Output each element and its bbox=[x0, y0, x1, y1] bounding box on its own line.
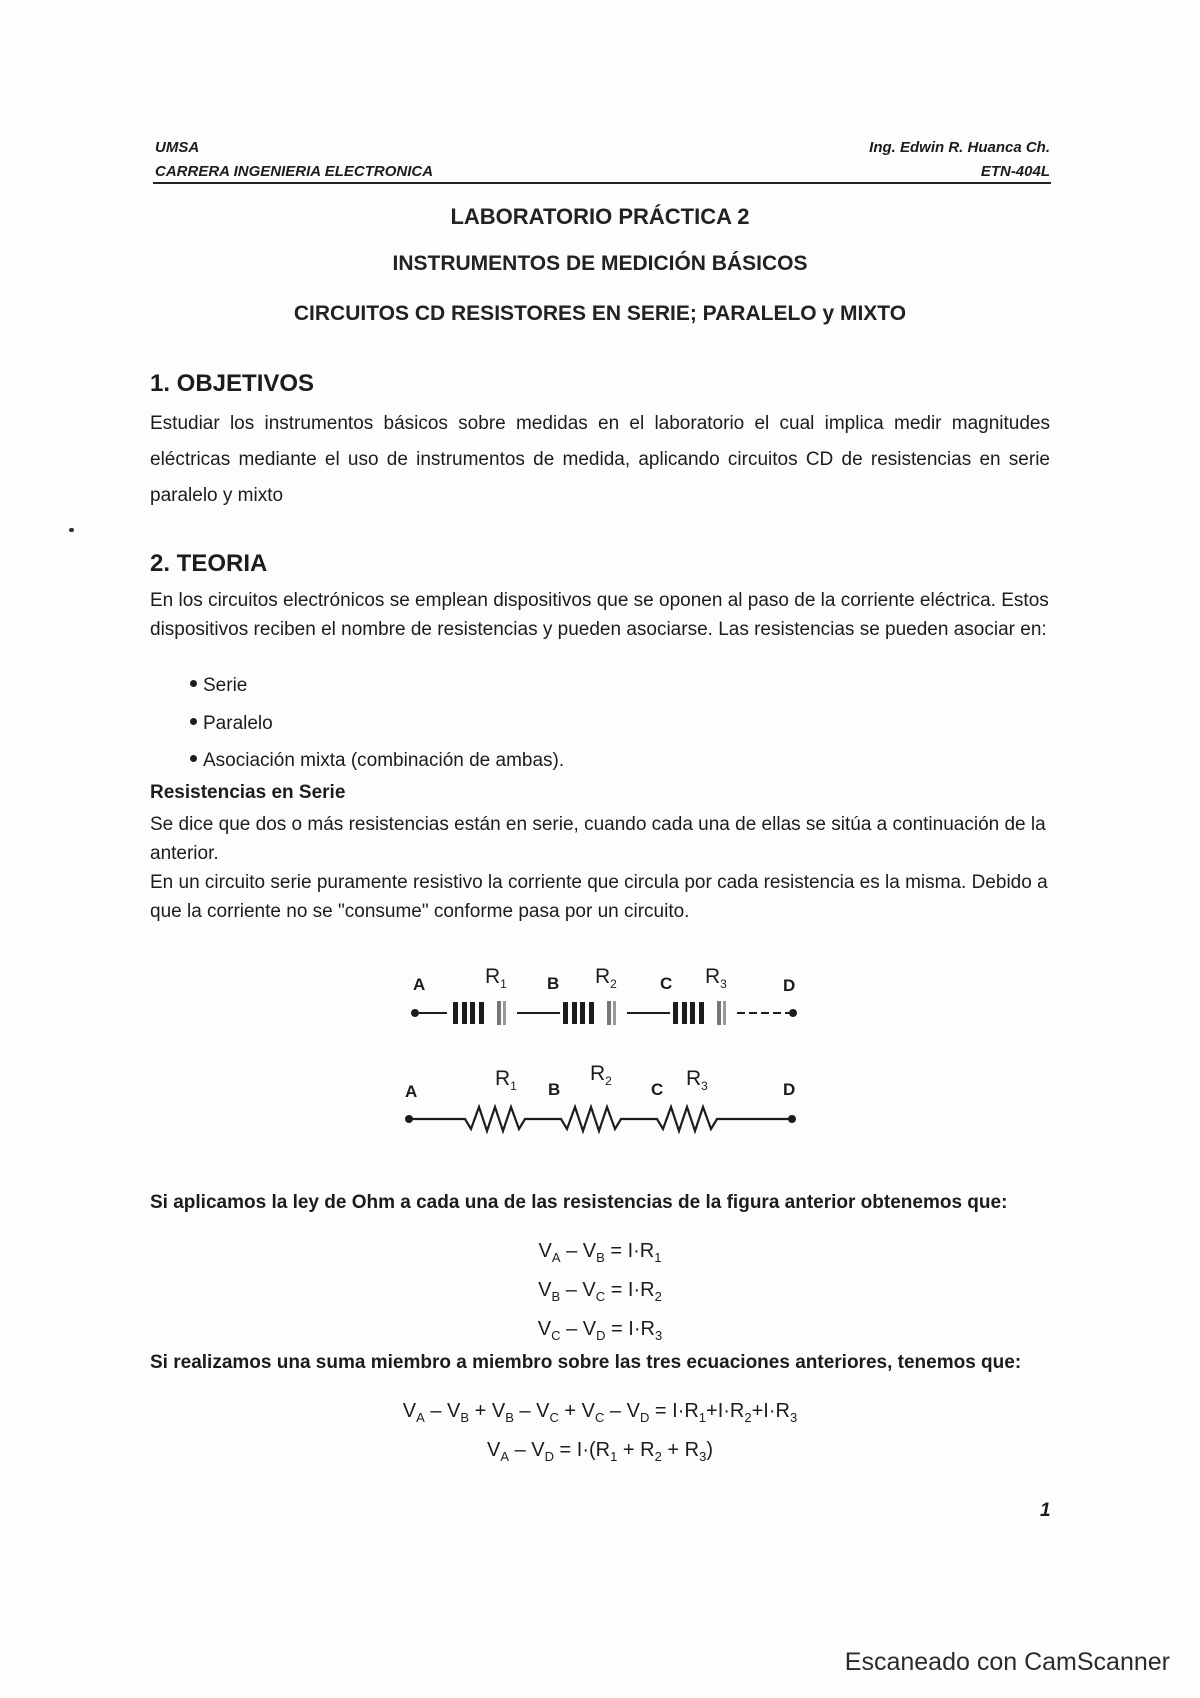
terminal-dot bbox=[789, 1009, 797, 1017]
node-label: B bbox=[547, 974, 560, 993]
equation-line: $V_A - V_B = I\cdot R_1$ bbox=[538, 1240, 662, 1265]
resistor-color-bands bbox=[673, 1001, 726, 1025]
node-label: A bbox=[405, 1082, 418, 1101]
equation-line: $V_B - V_C = I\cdot R_2$ bbox=[538, 1279, 662, 1304]
terminal-dot bbox=[411, 1009, 419, 1017]
node-label: B bbox=[548, 1080, 561, 1099]
header-author: Ing. Edwin R. Huanca Ch. bbox=[869, 139, 1050, 156]
ohm-law-intro: Si aplicamos la ley de Ohm a cada una de las resistencias de la figura anterior obtenemos que: bbox=[150, 1192, 1008, 1213]
resistor-label: $R_3$ bbox=[686, 1067, 708, 1093]
serie-paragraph-2: En un circuito serie puramente resistivo la corriente que circula por cada resistencia es la misma. Debido a que la corriente no se "consume" conforme pasa por un circuito. bbox=[150, 872, 1048, 922]
scanner-watermark: Escaneado con CamScanner bbox=[844, 1648, 1170, 1676]
equation-line: $V_A - V_B + V_B - V_C + V_C - V_D = I\cdot R_1+I\cdot R_2+I\cdot R_3$ bbox=[402, 1400, 798, 1425]
resistor-label: $R_2$ bbox=[595, 965, 617, 991]
ohm-equations bbox=[0, 1235, 1200, 1352]
node-label: D bbox=[783, 976, 796, 995]
scan-speck bbox=[69, 528, 74, 532]
header-course-code: ETN-404L bbox=[980, 163, 1050, 180]
header-right bbox=[869, 136, 1050, 184]
node-label: C bbox=[651, 1080, 664, 1099]
resistor-label: $R_2$ bbox=[590, 1062, 612, 1088]
sum-intro: Si realizamos una suma miembro a miembro sobre las tres ecuaciones anteriores, tenemos que: bbox=[150, 1352, 1022, 1373]
node-label: C bbox=[660, 974, 673, 993]
sum-equations bbox=[0, 1395, 1200, 1473]
bullet-dot-icon bbox=[190, 718, 197, 725]
doc-subtitle-1: INSTRUMENTOS DE MEDICIÓN BÁSICOS bbox=[392, 252, 808, 275]
resistor-label: $R_1$ bbox=[485, 965, 507, 991]
objetivos-heading: 1. OBJETIVOS bbox=[150, 370, 315, 397]
series-circuit-diagram bbox=[395, 955, 815, 1145]
header-career: CARRERA INGENIERIA ELECTRONICA bbox=[155, 163, 434, 180]
list-item: Paralelo bbox=[190, 713, 273, 735]
node-label: D bbox=[783, 1080, 796, 1099]
serie-paragraph-1: Se dice que dos o más resistencias están en serie, cuando cada una de ellas se sitúa a continuación de la anterior. bbox=[150, 814, 1046, 864]
resistor-color-bands bbox=[453, 1001, 506, 1025]
equation-line: $V_C - V_D = I\cdot R_3$ bbox=[537, 1318, 663, 1343]
equation-line: $V_A - V_D = I\cdot(R_1 + R_2 + R_3)$ bbox=[487, 1439, 713, 1464]
doc-title: LABORATORIO PRÁCTICA 2 bbox=[450, 204, 750, 229]
resistor-label: $R_1$ bbox=[495, 1067, 517, 1093]
resistor-color-bands bbox=[563, 1001, 616, 1025]
zigzag-circuit bbox=[405, 1062, 796, 1131]
node-label: A bbox=[413, 975, 426, 994]
zigzag-wire bbox=[409, 1107, 792, 1131]
teoria-intro: En los circuitos electrónicos se emplean dispositivos que se oponen al paso de la corriente eléctrica. Estos dispositivos reciben el nombre de resistencias y pueden asociarse. Las resistencias se pueden asociar en: bbox=[150, 590, 1049, 640]
list-item: Serie bbox=[190, 675, 247, 697]
teoria-heading: 2. TEORIA bbox=[150, 550, 268, 577]
bullet-dot-icon bbox=[190, 680, 197, 687]
color-band-circuit bbox=[411, 965, 797, 1025]
header-university: UMSA bbox=[155, 139, 200, 156]
resistor-label: $R_3$ bbox=[705, 965, 727, 991]
serie-subheading: Resistencias en Serie bbox=[150, 782, 346, 803]
header-rule bbox=[153, 182, 1051, 184]
objetivos-text: Estudiar los instrumentos básicos sobre medidas en el laboratorio el cual implica medir magnitudes eléctricas mediante el uso de instrumentos de medida, aplicando circuitos CD de resistencias en serie paralelo y mixto bbox=[150, 413, 1050, 506]
header-left bbox=[155, 136, 433, 184]
bullet-dot-icon bbox=[190, 755, 197, 762]
doc-subtitle-2: CIRCUITOS CD RESISTORES EN SERIE; PARALELO y MIXTO bbox=[293, 302, 907, 325]
page-number: 1 bbox=[1040, 1500, 1051, 1521]
list-item: Asociación mixta (combinación de ambas). bbox=[190, 750, 564, 772]
